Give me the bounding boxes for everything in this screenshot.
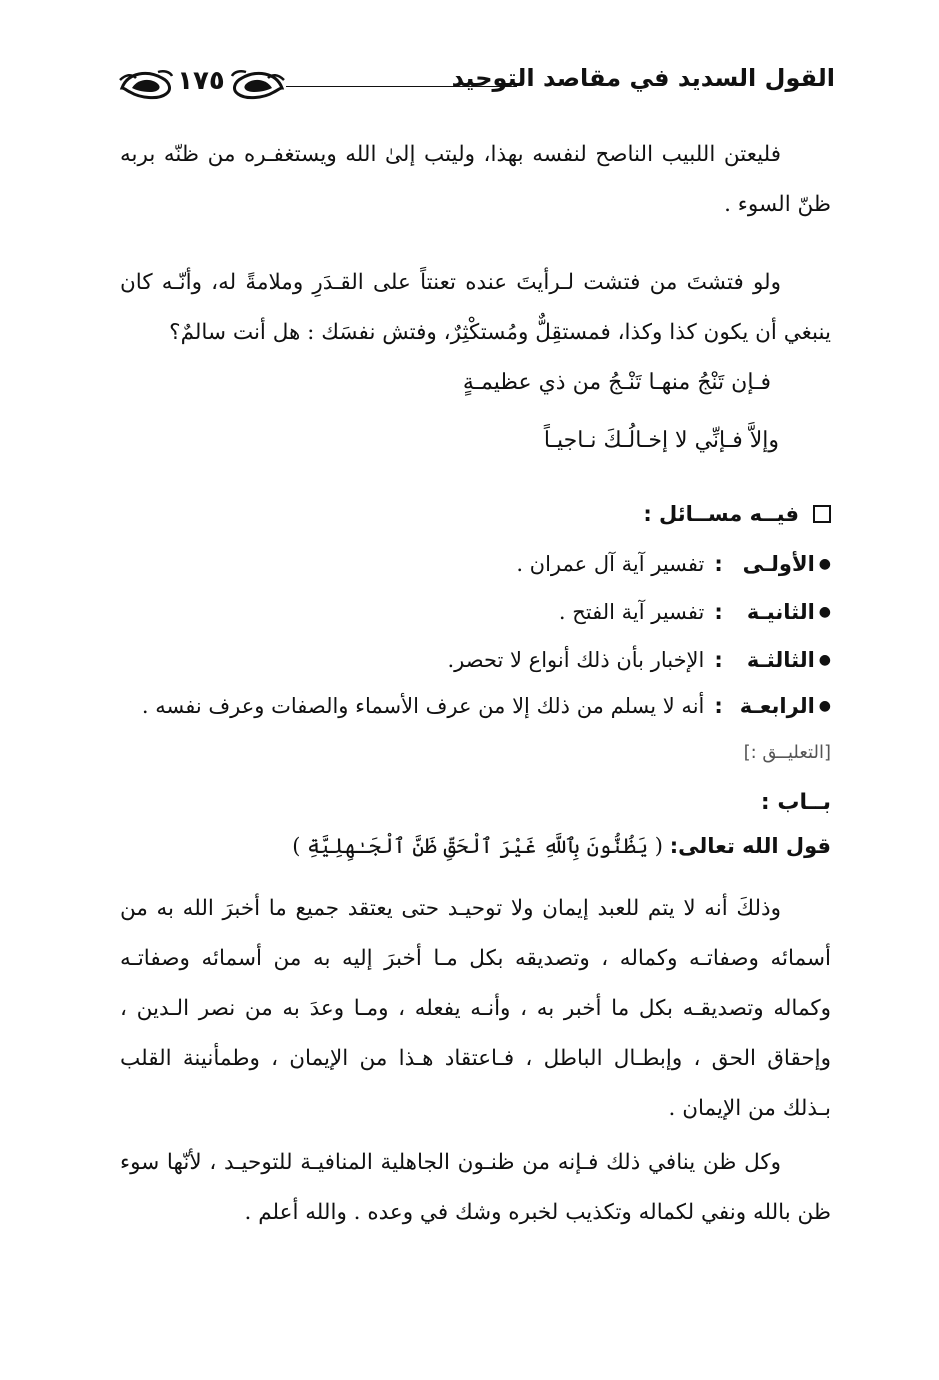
masail-heading-text: فيــه مســائل : [643,502,799,526]
bullet-dot-icon: ● [818,652,831,668]
masail-item [447,640,831,680]
page-number: ١٧٥ [177,66,225,96]
bullet-dot-icon: ● [818,698,831,714]
masail-item-text: الإخبار بأن ذلك أنواع لا تحصر. [447,648,705,672]
quote-label: قول الله تعالى: [669,834,831,858]
verse-line-1: فـإن تَنْجُ منهـا تَنْـجُ من ذي عظيمـةٍ [462,370,771,395]
masail-item-text: أنه لا يسلم من ذلك إلا من عرف الأسماء والصفات وعرف نفسه . [141,694,705,718]
bullet-dot-icon: ● [818,604,831,620]
ornament-left-icon [118,66,174,102]
bullet-dot-icon: ● [818,556,831,572]
square-bullet-icon [813,505,831,523]
masail-item-label: الرابعـة [739,694,815,718]
masail-item-text: تفسير آية الفتح . [558,600,705,624]
paragraph-1: فليعتن اللبيب الناصح لنفسه بهذا، وليتب إلىٰ الله ويستغفـره من ظنّه بربه ظنّ السوء . [120,142,831,217]
header-title: القول السديد في مقاصد التوحيد [451,64,835,92]
masail-heading [643,502,831,526]
masail-item-colon: : [714,552,723,576]
ornament-right-icon [230,66,286,102]
bab-heading: بــاب : [760,790,831,815]
masail-item [516,544,831,584]
page-number-ornament [118,62,284,108]
quote-verse: ( يَظُنُّونَ بِٱللَّهِ غَيْرَ ٱلْحَقِّ ظَنَّ ٱلْجَـٰهِلِيَّةِ ) [292,834,663,858]
masail-item-label: الثالثـة [746,648,815,672]
masail-item-colon: : [714,648,723,672]
quranic-quote [292,834,831,858]
paragraph-2: ولو فتشتَ من فتشت لـرأيتَ عنده تعنتاً على القـدَرِ وملامةً له، وأنّـه كان ينبغي أن يكون كذا وكذا، فمستقِلٌّ ومُستكْثِرٌ، وفتش نفسَك : هل أنت سالمٌ؟ [120,270,831,345]
masail-item [142,686,831,726]
masail-item-text: تفسير آية آل عمران . [516,552,705,576]
page-header [118,62,835,108]
header-rule [286,86,517,87]
masail-item-label: الأولـى [742,552,815,576]
paragraph-4: وكل ظن ينافي ذلك فـإنه من ظنـون الجاهلية المنافيـة للتوحيـد ، لأنّها سوء ظن بالله ونفي لكماله وتكذيب لخبره وشك في وعده . والله أعلم . [120,1150,831,1225]
paragraph-3: وذلكَ أنه لا يتم للعبد إيمان ولا توحيـد حتى يعتقد جميع ما أخبرَ الله به من أسمائه وصفاتـه وكماله ، وتصديقه بكل مـا أخبرَ إليه به من أسمائه وصفاتـه وكماله وتصديقـه بكل ما أخبر به ، وأنـه يفعله ، ومـا وعدَ به من نصر الـدين ، وإحقاق الحق ، وإبطـال الباطل ، فـاعتقاد هـذا من الإيمان ، وطمأنينة القلب بـذلك من الإيمان . [120,896,831,1121]
masail-item-colon: : [714,600,723,624]
masail-item [559,592,831,632]
ta3liq-marker: [التعليــق :] [743,742,831,763]
masail-item-colon: : [714,694,723,718]
masail-item-label: الثانيـة [746,600,815,624]
verse-line-2: وإلاَّ فـإنِّي لا إخـالُـكَ نـاجيـاً [543,428,779,453]
